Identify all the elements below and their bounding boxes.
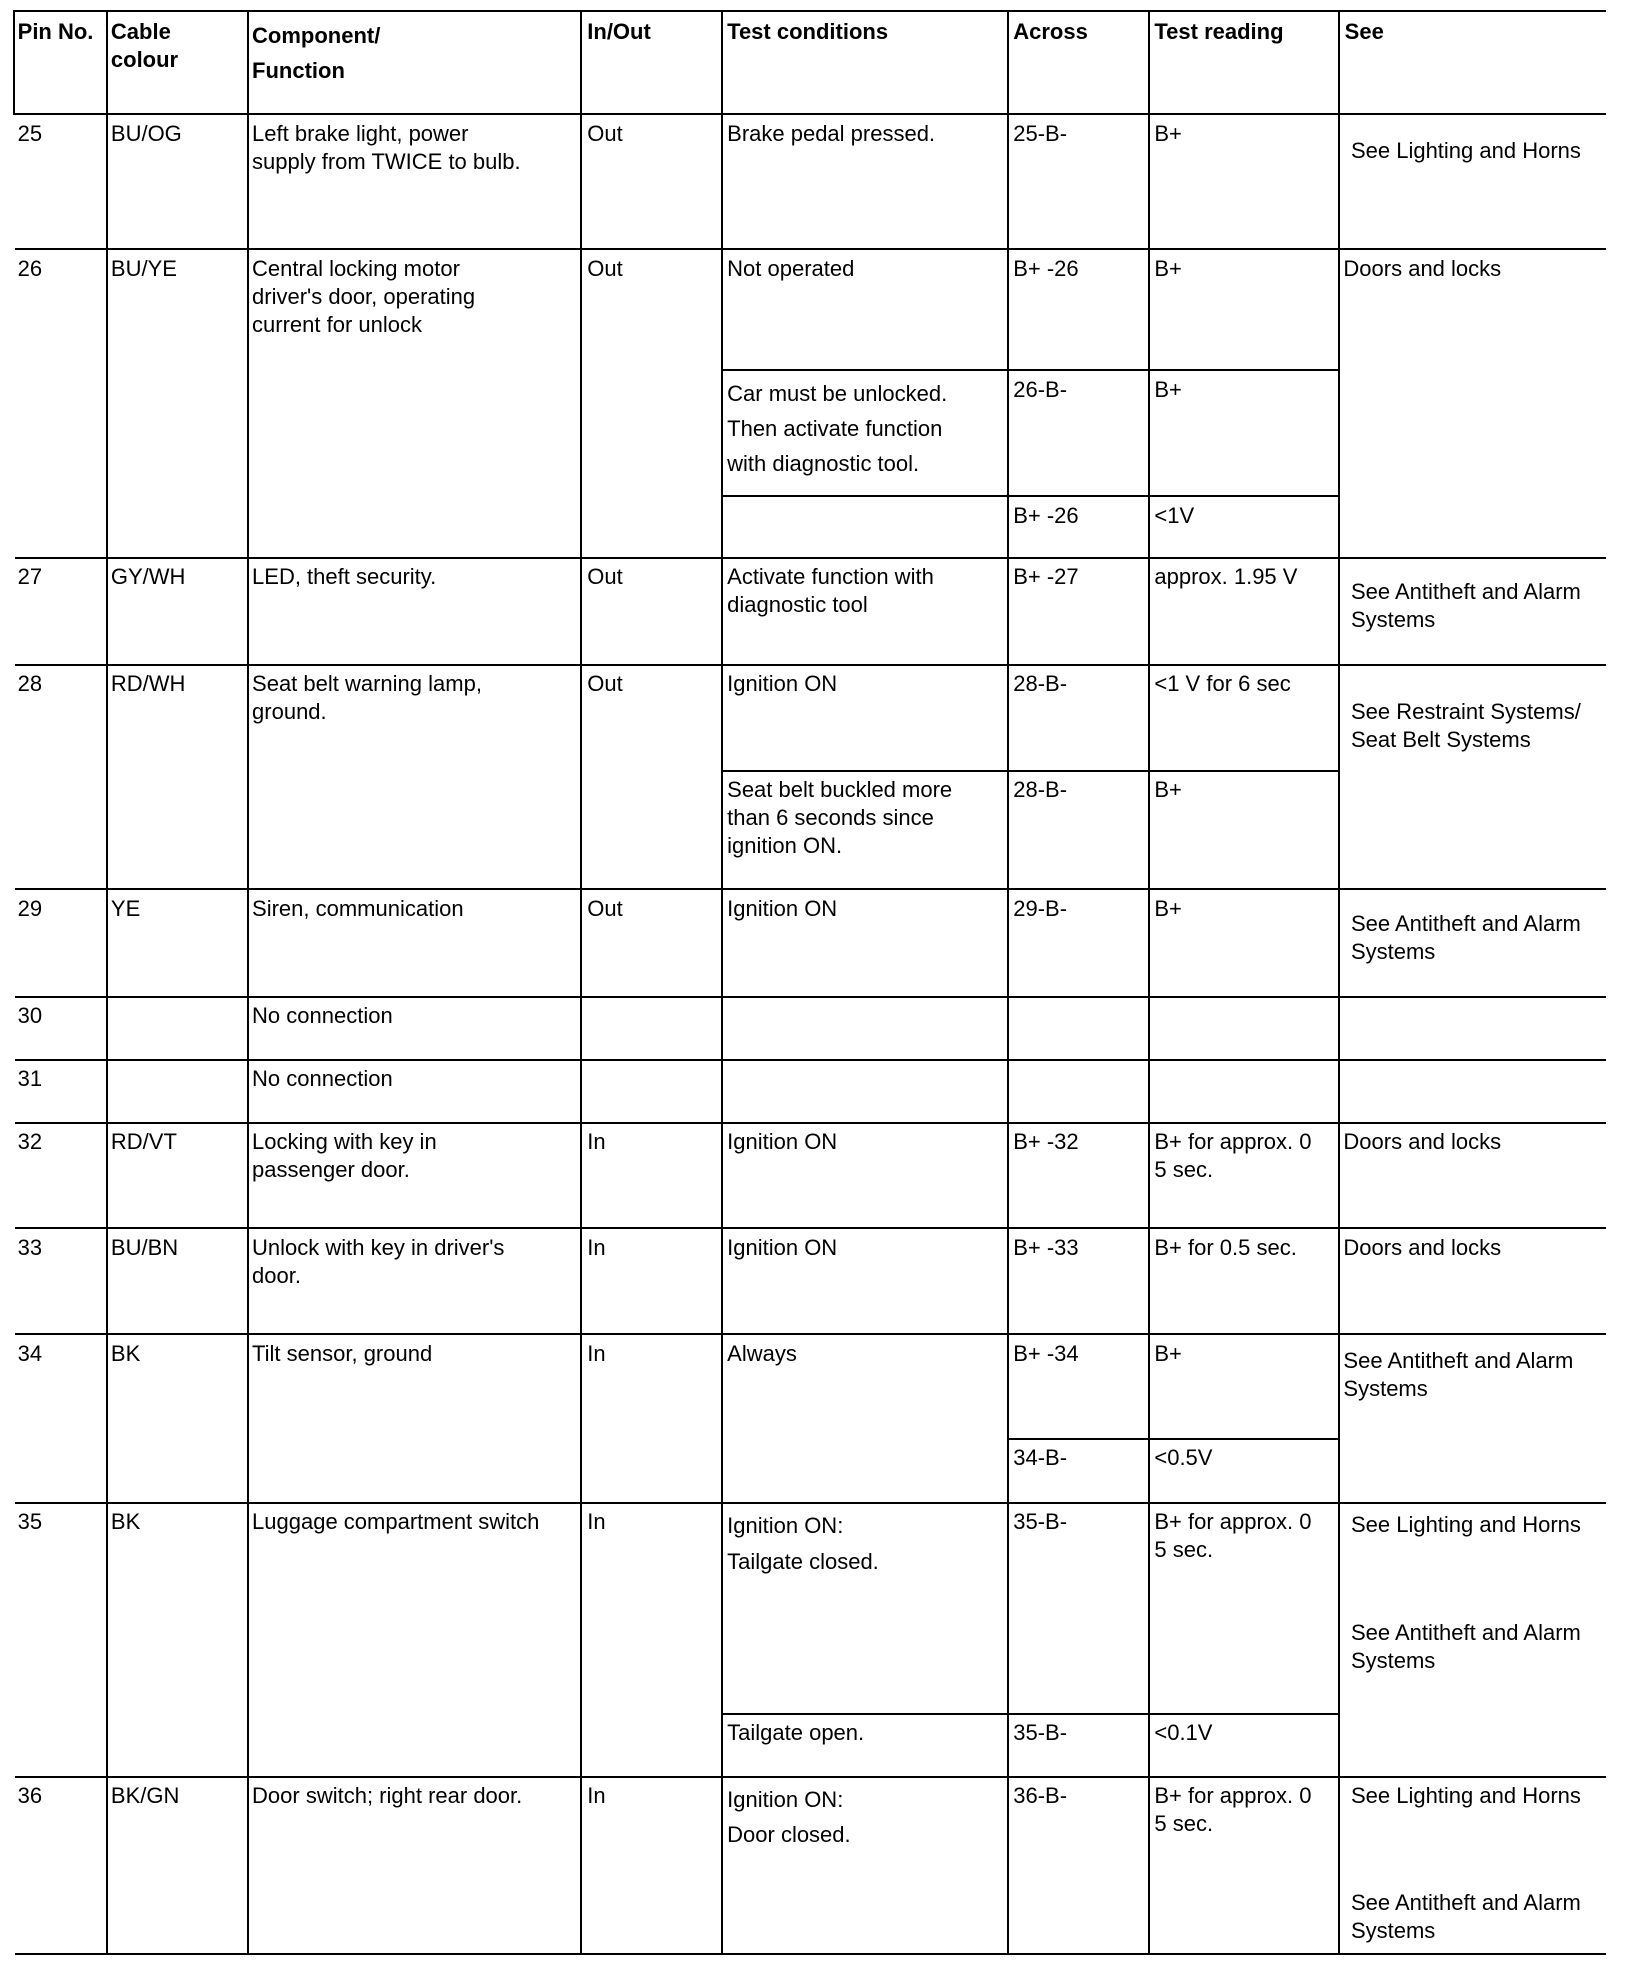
column-divider bbox=[106, 10, 108, 1953]
see-reference: See Lighting and Horns bbox=[1350, 1782, 1581, 1808]
test-reading: B+ bbox=[1154, 1340, 1182, 1366]
sub-row-divider bbox=[721, 770, 1339, 772]
test-condition: Ignition ON bbox=[727, 1234, 838, 1260]
across-value: B+ -34 bbox=[1013, 1340, 1079, 1366]
row-divider bbox=[15, 1122, 1605, 1124]
test-reading: B+ bbox=[1154, 895, 1182, 921]
pin-number: 25 bbox=[17, 120, 43, 146]
see-reference: Doors and locks bbox=[1343, 1128, 1502, 1154]
test-condition: Activate function with diagnostic tool bbox=[727, 564, 934, 618]
row-divider bbox=[15, 888, 1605, 890]
across-value: B+ -27 bbox=[1013, 564, 1079, 590]
sub-row-divider bbox=[1007, 1438, 1338, 1440]
see-reference: See Restraint Systems/ Seat Belt Systems bbox=[1350, 699, 1581, 753]
column-divider bbox=[1148, 10, 1150, 1953]
row-divider bbox=[15, 1776, 1605, 1778]
header-cable: Cable colour bbox=[110, 18, 179, 72]
cable-colour: BU/OG bbox=[110, 120, 182, 146]
test-condition: Seat belt buckled more than 6 seconds since ignition ON. bbox=[727, 777, 953, 859]
component-function: Unlock with key in driver's door. bbox=[252, 1234, 505, 1288]
see-reference: See Antitheft and Alarm Systems bbox=[1350, 1890, 1581, 1944]
test-condition: Always bbox=[727, 1340, 797, 1366]
in-out: Out bbox=[587, 120, 623, 146]
header-test-reading: Test reading bbox=[1154, 18, 1284, 44]
across-value: B+ -33 bbox=[1013, 1234, 1079, 1260]
see-reference: See Antitheft and Alarm Systems bbox=[1343, 1348, 1574, 1402]
pin-number: 33 bbox=[17, 1234, 43, 1260]
row-divider bbox=[15, 248, 1605, 250]
in-out: Out bbox=[587, 895, 623, 921]
component-function: LED, theft security. bbox=[252, 564, 437, 590]
component-function: No connection bbox=[252, 1002, 393, 1028]
see-reference: See Antitheft and Alarm Systems bbox=[1350, 910, 1581, 964]
across-value: 36-B- bbox=[1013, 1782, 1068, 1808]
row-divider bbox=[15, 1333, 1605, 1335]
across-value: 28-B- bbox=[1013, 671, 1068, 697]
table-left-border bbox=[13, 10, 15, 113]
test-condition: Car must be unlocked. Then activate function with diagnostic tool. bbox=[727, 380, 948, 477]
test-reading: B+ for approx. 0 5 sec. bbox=[1154, 1128, 1312, 1182]
row-divider bbox=[15, 996, 1605, 998]
test-condition: Tailgate open. bbox=[727, 1719, 865, 1745]
test-reading: approx. 1.95 V bbox=[1154, 564, 1298, 590]
row-divider bbox=[15, 1953, 1605, 1955]
header-see: See bbox=[1344, 18, 1384, 44]
row-divider bbox=[15, 557, 1605, 559]
test-condition: Ignition ON bbox=[727, 895, 838, 921]
across-value: 26-B- bbox=[1013, 376, 1068, 402]
component-function: Tilt sensor, ground bbox=[252, 1340, 433, 1366]
pin-number: 31 bbox=[17, 1065, 43, 1091]
in-out: In bbox=[587, 1509, 606, 1535]
component-function: Door switch; right rear door. bbox=[252, 1782, 523, 1808]
component-function: Locking with key in passenger door. bbox=[252, 1128, 437, 1182]
component-function: Central locking motor driver's door, operating current for unlock bbox=[252, 255, 476, 337]
across-value: 29-B- bbox=[1013, 895, 1068, 921]
sub-row-divider bbox=[721, 369, 1339, 371]
component-function: Luggage compartment switch bbox=[252, 1509, 540, 1535]
test-reading: <0.5V bbox=[1154, 1445, 1213, 1471]
across-value: 35-B- bbox=[1013, 1509, 1068, 1535]
test-condition: Ignition ON: Tailgate closed. bbox=[727, 1513, 879, 1574]
cable-colour: RD/WH bbox=[110, 671, 186, 697]
in-out: In bbox=[587, 1128, 606, 1154]
pin-number: 27 bbox=[17, 564, 43, 590]
test-reading: <1 V for 6 sec bbox=[1154, 671, 1291, 697]
pin-number: 35 bbox=[17, 1509, 43, 1535]
across-value: 25-B- bbox=[1013, 120, 1068, 146]
test-reading: B+ bbox=[1154, 777, 1182, 803]
column-divider bbox=[1007, 10, 1009, 1953]
see-reference: See Antitheft and Alarm Systems bbox=[1350, 1620, 1581, 1674]
in-out: Out bbox=[587, 564, 623, 590]
header-component: Component/ Function bbox=[252, 22, 381, 83]
in-out: Out bbox=[587, 255, 623, 281]
test-reading: B+ for approx. 0 5 sec. bbox=[1154, 1509, 1312, 1563]
cable-colour: BU/BN bbox=[110, 1234, 179, 1260]
pin-number: 34 bbox=[17, 1340, 43, 1366]
cable-colour: GY/WH bbox=[110, 564, 186, 590]
component-function: Left brake light, power supply from TWICE to bulb. bbox=[252, 120, 521, 174]
across-value: B+ -26 bbox=[1013, 502, 1079, 528]
cable-colour: BK bbox=[110, 1509, 141, 1535]
pin-number: 28 bbox=[17, 671, 43, 697]
row-divider bbox=[15, 1059, 1605, 1061]
in-out: In bbox=[587, 1340, 606, 1366]
test-condition: Ignition ON: Door closed. bbox=[727, 1786, 851, 1848]
across-value: 28-B- bbox=[1013, 777, 1068, 803]
row-divider bbox=[15, 664, 1605, 666]
see-reference: See Antitheft and Alarm Systems bbox=[1350, 579, 1581, 633]
test-condition: Ignition ON bbox=[727, 671, 838, 697]
pin-number: 29 bbox=[17, 895, 43, 921]
pin-number: 30 bbox=[17, 1002, 43, 1028]
see-reference: See Lighting and Horns bbox=[1350, 138, 1581, 164]
table-top-border bbox=[13, 10, 1606, 12]
row-divider bbox=[15, 1227, 1605, 1229]
header-test-conditions: Test conditions bbox=[727, 18, 889, 44]
test-reading: B+ for approx. 0 5 sec. bbox=[1154, 1782, 1312, 1836]
column-divider bbox=[721, 10, 723, 1953]
header-pin: Pin No. bbox=[17, 18, 94, 44]
component-function: No connection bbox=[252, 1065, 393, 1091]
pin-number: 36 bbox=[17, 1782, 43, 1808]
test-condition: Ignition ON bbox=[727, 1128, 838, 1154]
header-inout: In/Out bbox=[587, 18, 651, 44]
header-bottom-border bbox=[106, 113, 1606, 115]
sub-row-divider bbox=[721, 1713, 1339, 1715]
cable-colour: RD/VT bbox=[110, 1128, 177, 1154]
sub-row-divider bbox=[721, 495, 1339, 497]
pin-number: 26 bbox=[17, 255, 43, 281]
see-reference: Doors and locks bbox=[1343, 255, 1502, 281]
cable-colour: YE bbox=[110, 895, 141, 921]
in-out: Out bbox=[587, 671, 623, 697]
test-reading: <0.1V bbox=[1154, 1719, 1213, 1745]
test-condition: Not operated bbox=[727, 255, 855, 281]
header-bottom-border bbox=[13, 113, 106, 115]
across-value: B+ -32 bbox=[1013, 1128, 1079, 1154]
see-reference: Doors and locks bbox=[1343, 1234, 1502, 1260]
column-divider bbox=[247, 10, 249, 1953]
across-value: 35-B- bbox=[1013, 1719, 1068, 1745]
cable-colour: BU/YE bbox=[110, 255, 177, 281]
header-across: Across bbox=[1013, 18, 1088, 44]
row-divider bbox=[15, 1502, 1605, 1504]
pin-number: 32 bbox=[17, 1128, 43, 1154]
cable-colour: BK bbox=[110, 1340, 141, 1366]
test-reading: B+ for 0.5 sec. bbox=[1154, 1234, 1297, 1260]
component-function: Siren, communication bbox=[252, 895, 464, 921]
see-reference: See Lighting and Horns bbox=[1350, 1512, 1581, 1538]
across-value: B+ -26 bbox=[1013, 255, 1079, 281]
column-divider bbox=[1338, 10, 1340, 1953]
test-reading: <1V bbox=[1154, 502, 1195, 528]
cable-colour: BK/GN bbox=[110, 1782, 180, 1808]
column-divider bbox=[580, 10, 582, 1953]
test-reading: B+ bbox=[1154, 120, 1182, 146]
across-value: 34-B- bbox=[1013, 1445, 1068, 1471]
in-out: In bbox=[587, 1782, 606, 1808]
in-out: In bbox=[587, 1234, 606, 1260]
test-condition: Brake pedal pressed. bbox=[727, 120, 936, 146]
test-reading: B+ bbox=[1154, 376, 1182, 402]
component-function: Seat belt warning lamp, ground. bbox=[252, 671, 482, 725]
test-reading: B+ bbox=[1154, 255, 1182, 281]
